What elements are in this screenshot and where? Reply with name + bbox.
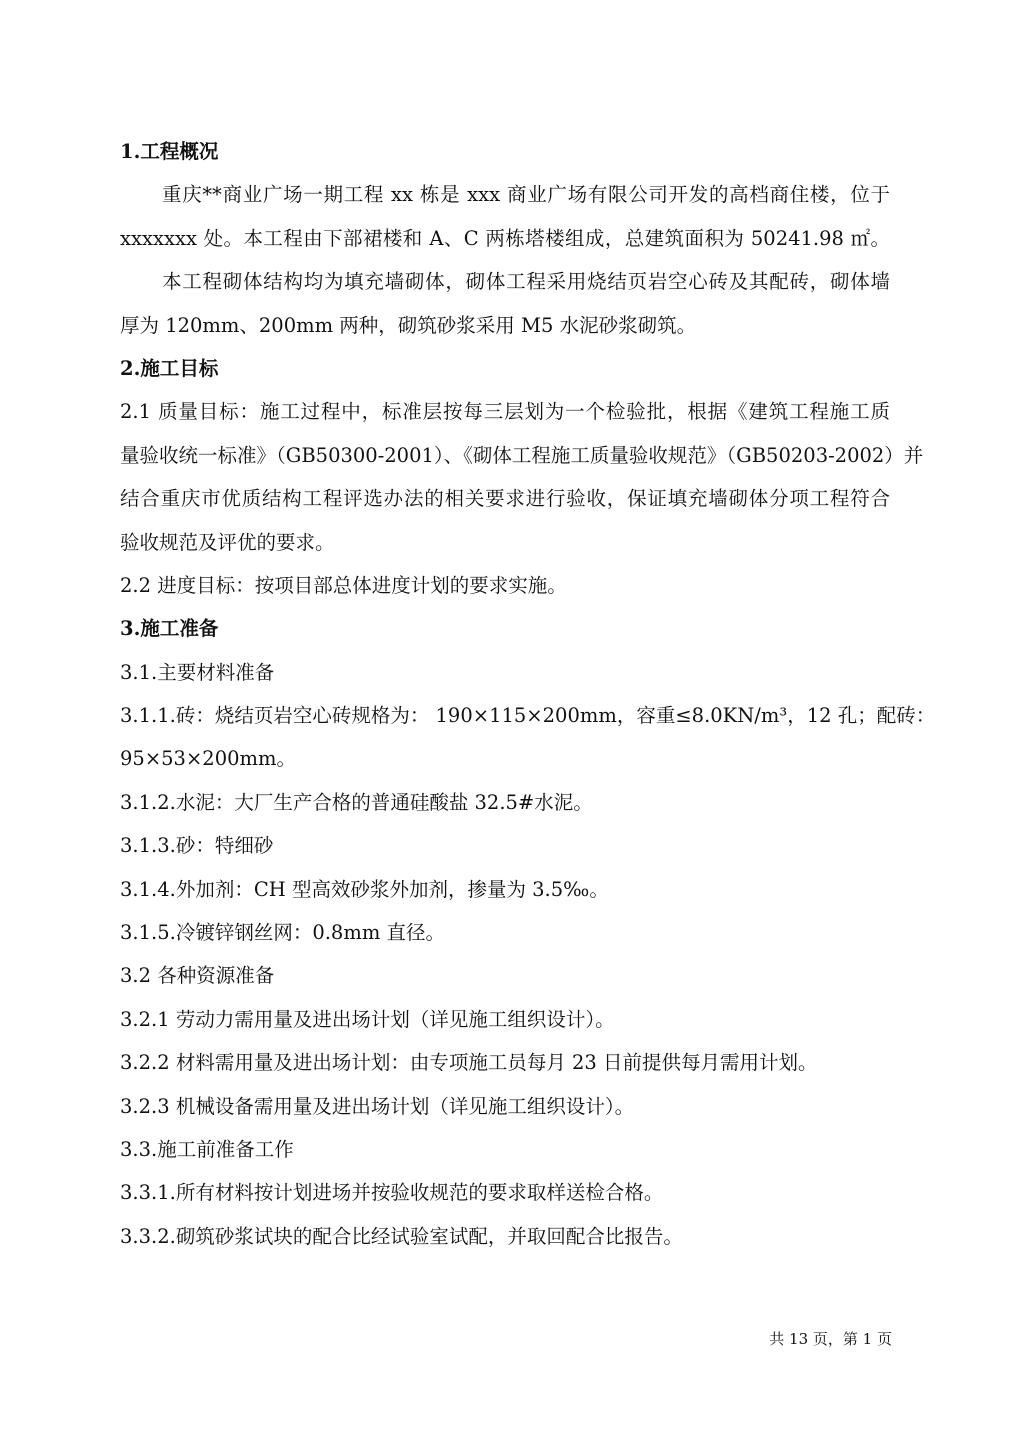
paragraph-line: 2.1 质量目标：施工过程中，标准层按每三层划为一个检验批，根据《建筑工程施工质 [120, 400, 890, 424]
paragraph-line: 验收规范及评优的要求。 [120, 530, 335, 554]
subsection-heading: 3.3.施工前准备工作 [120, 1137, 294, 1161]
paragraph-line: 本工程砌体结构均为填充墙砌体，砌体工程采用烧结页岩空心砖及其配砖，砌体墙 [162, 270, 890, 294]
paragraph-line: 3.1.2.水泥：大厂生产合格的普通硅酸盐 32.5#水泥。 [120, 790, 593, 814]
paragraph-line: 3.3.1.所有材料按计划进场并按验收规范的要求取样送检合格。 [120, 1181, 664, 1205]
paragraph-line: 结合重庆市优质结构工程评选办法的相关要求进行验收，保证填充墙砌体分项工程符合 [120, 487, 890, 511]
paragraph-line: 重庆**商业广场一期工程 xx 栋是 xxx 商业广场有限公司开发的高档商住楼，位于 [162, 183, 890, 207]
paragraph-line: 3.1.4.外加剂：CH 型高效砂浆外加剂，掺量为 3.5‰。 [120, 877, 609, 901]
page-footer: 共 13 页，第 1 页 [769, 1330, 892, 1348]
paragraph-line: 3.1.1.砖：烧结页岩空心砖规格为： 190×115×200mm，容重≤8.0KN/m³，12 孔；配砖： [120, 704, 936, 728]
paragraph-line: 3.2.2 材料需用量及进出场计划：由专项施工员每月 23 日前提供每月需用计划。 [120, 1051, 818, 1075]
paragraph-line: 95×53×200mm。 [120, 747, 297, 771]
subsection-heading: 3.1.主要材料准备 [120, 660, 275, 684]
section-heading-1: 1.工程概况 [120, 140, 219, 163]
subsection-heading: 3.2 各种资源准备 [120, 964, 275, 988]
paragraph-line: xxxxxxx 处。本工程由下部裙楼和 A、C 两栋塔楼组成，总建筑面积为 50241.98 ㎡。 [120, 226, 890, 250]
paragraph-line: 厚为 120mm、200mm 两种，砌筑砂浆采用 M5 水泥砂浆砌筑。 [120, 313, 697, 337]
paragraph-line: 量验收统一标准》（GB50300-2001）、《砌体工程施工质量验收规范》（GB50203-2002）并 [120, 443, 924, 467]
section-heading-3: 3.施工准备 [120, 617, 219, 641]
paragraph-line: 3.1.3.砂：特细砂 [120, 834, 274, 858]
paragraph-line: 2.2 进度目标：按项目部总体进度计划的要求实施。 [120, 573, 567, 597]
paragraph-line: 3.2.3 机械设备需用量及进出场计划（详见施工组织设计）。 [120, 1094, 635, 1118]
paragraph-line: 3.1.5.冷镀锌钢丝网：0.8mm 直径。 [120, 921, 446, 945]
document-body [120, 130, 936, 1258]
section-heading-2: 2.施工目标 [120, 356, 219, 380]
paragraph-line: 3.2.1 劳动力需用量及进出场计划（详见施工组织设计）。 [120, 1007, 615, 1031]
paragraph-line: 3.3.2.砌筑砂浆试块的配合比经试验室试配，并取回配合比报告。 [120, 1224, 683, 1248]
